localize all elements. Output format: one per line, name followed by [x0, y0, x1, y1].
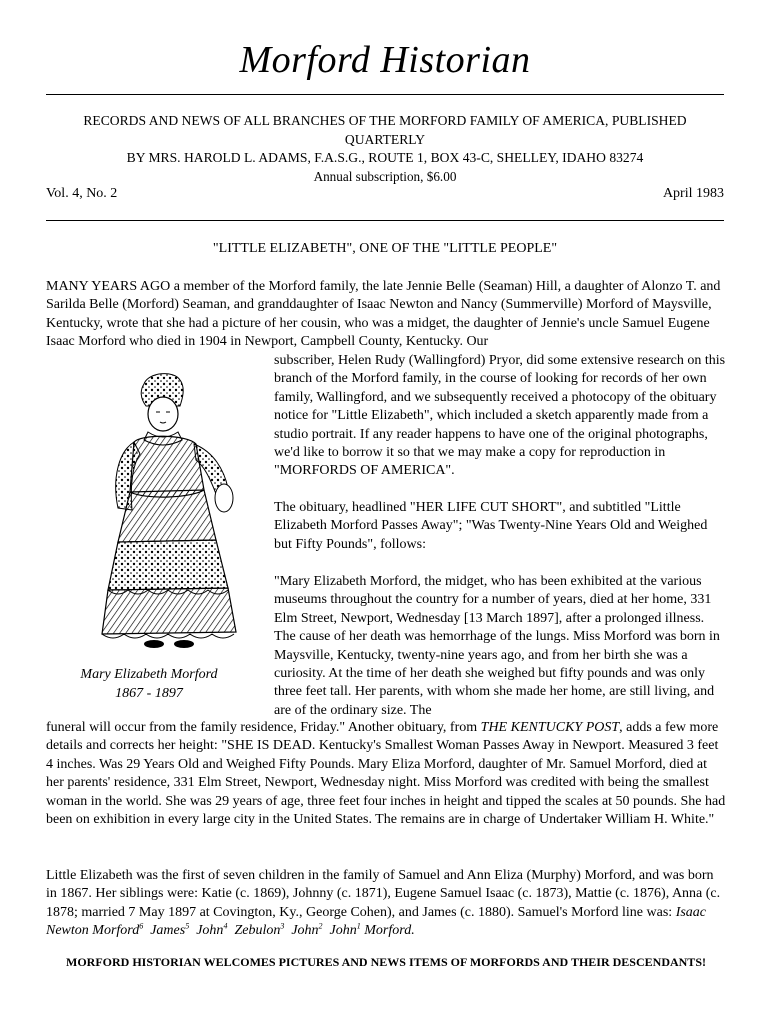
lineage-name: Isaac Newton Morford	[46, 904, 707, 939]
article-intro: MANY YEARS AGO a member of the Morford family, the late Jennie Belle (Seaman) Hill, a daughter of Alonzo T. and Sarilda Belle (Morford) Seaman, and granddaughter of Isaac Newton and Nancy (Summerville) Morford of Maysville, Kentucky, wrote that she had a picture of her cousin, who was a midget, the daughter of Jennie's uncle Samuel Eugene Isaac Morford who died in 1904 in Newport, Campbell County, Kentucky. Our	[46, 279, 721, 350]
article-intro-continued: subscriber, Helen Rudy (Wallingford) Pryor, did some extensive research on this branch of the Morford family, in the course of looking for records of her own family, Wallingford, and we subsequently received a photocopy of the obituary notice for "Little Elizabeth", which included a sketch apparently made from a studio portrait. If any reader happens to have one of the original photographs, we'd like to borrow it so that we may make a copy for reproduction in "MORFORDS OF AMERICA".	[274, 353, 726, 479]
family-text: Little Elizabeth was the first of seven children in the family of Samuel and Ann Eliza (Murphy) Morford, and was born in 1867. Her siblings were: Katie (c. 1869), Johnny (c. 1871), Eugene Samuel Isaac (c. 1873), Mattie (c. 1876), Anna (c. 1878; married 7 May 1897 at Covington, Ky., George Cohen), and James (c. 1880). Samuel's Morford line was:	[46, 868, 721, 920]
family-paragraph	[46, 867, 726, 941]
lineage-generation: 2	[318, 921, 323, 931]
lineage-name: Zebulon	[234, 923, 281, 939]
lineage-generation: 4	[223, 921, 228, 931]
footer-notice: MORFORD HISTORIAN WELCOMES PICTURES AND NEWS ITEMS OF MORFORDS AND THEIR DESCENDANTS!	[66, 955, 706, 969]
lineage-generation: 6	[139, 921, 144, 931]
portrait-caption	[46, 665, 252, 703]
volume-number: Vol. 4, No. 2	[46, 186, 118, 201]
lineage-generation: 5	[185, 921, 190, 931]
lineage-name: John	[291, 923, 319, 939]
lineage-generation: 1	[356, 921, 361, 931]
issue-date: April 1983	[662, 186, 724, 201]
lineage-name: John	[329, 923, 357, 939]
obituary-intro: The obituary, headlined "HER LIFE CUT SHORT", and subtitled "Little Elizabeth Morford Passes Away"; "Was Twenty-Nine Years Old and Weighed but Fifty Pounds", follows:	[274, 500, 708, 552]
caption-dates: 1867 - 1897	[115, 686, 183, 701]
obituary-continued	[46, 719, 726, 829]
obit-cont-b: , adds a few more details and corrects her height: "SHE IS DEAD. Kentucky's Smallest Woman Passes Away in Newport. Measured 3 feet 4 inches. Was 29 Years Old and Weighed Fifty Pounds. Mary Eliza Morford, daughter of Mr. Samuel Morford, died at her parents' residence, 331 Elm Street, Newport, Wednesday night. Miss Morford was credited with being the smallest woman in the world. She was 29 years of age, three feet four inches in height and tipped the scales at 50 pounds. She had been on exhibition in every large city in the United States. The remains are in charge of Undertaker William H. White."	[46, 720, 726, 828]
publication-info	[46, 112, 724, 186]
lineage-end: Morford.	[364, 923, 415, 939]
pubinfo-line1: RECORDS AND NEWS OF ALL BRANCHES OF THE MORFORD FAMILY OF AMERICA, PUBLISHED QUARTERLY	[83, 113, 687, 147]
lineage-name: James	[150, 923, 186, 939]
masthead-rule	[46, 94, 724, 95]
lineage-name: John	[196, 923, 224, 939]
obit-source: THE KENTUCKY POST	[480, 720, 620, 735]
lineage-generation: 3	[280, 921, 285, 931]
portrait-sketch	[96, 370, 256, 655]
caption-name: Mary Elizabeth Morford	[80, 667, 218, 682]
subscription-price: Annual subscription, $6.00	[313, 168, 457, 184]
article-headline: "LITTLE ELIZABETH", ONE OF THE "LITTLE PEOPLE"	[212, 241, 558, 256]
header-rule	[46, 220, 724, 221]
obit-cont-a: funeral will occur from the family residence, Friday." Another obituary, from	[46, 720, 481, 735]
masthead-title: Morford Historian	[239, 39, 531, 81]
pubinfo-line2: BY MRS. HAROLD L. ADAMS, F.A.S.G., ROUTE 1, BOX 43-C, SHELLEY, IDAHO 83274	[126, 150, 644, 165]
obituary-quote: "Mary Elizabeth Morford, the midget, who has been exhibited at the various museums throughout the country for a number of years, died at her home, 331 Elm Street, Newport, Wednesday [13 March 1897], after a prolonged illness. The cause of her death was hemorrhage of the lungs. Miss Morford was born in Maysville, Kentucky, twenty-nine years ago, and from her birth she was a curiosity. At the time of her death she weighed but fifty pounds and was only three feet tall. Her parents, with whom she made her home, are still living, and are of the ordinary size. The	[274, 574, 720, 718]
